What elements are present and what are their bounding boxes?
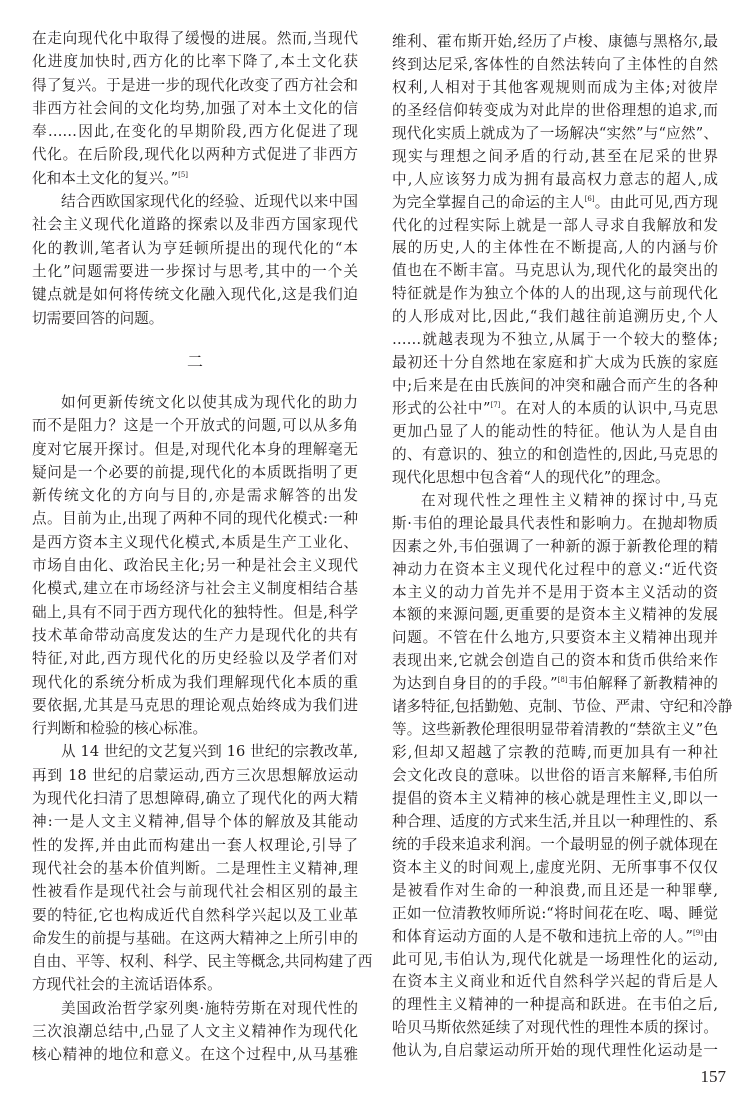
- text-line: 代化的过程实际上就是一部人寻求自我解放和发: [392, 216, 718, 234]
- paragraph: [32, 27, 358, 190]
- text-line: 代化。在后阶段,现代化以两种方式促进了非西方: [32, 146, 358, 164]
- paragraph: [392, 490, 733, 1063]
- text-line: 结合西欧国家现代化的经验、近现代以来中国: [61, 193, 358, 211]
- line-text: 形式的公社中”: [392, 400, 491, 417]
- text-line: 性的发挥,并由此而构建出一套人权理论,引导了: [32, 836, 358, 854]
- text-line: 统的手段来追求利润。一个最明显的例子就体现在: [392, 835, 718, 853]
- line-text: 。在对人的本质的认识中,马克思: [500, 400, 718, 417]
- text-line: 命发生的前提与基础。在这两大精神之上所引申的: [32, 929, 358, 947]
- text-line: 市场自由化、政治民主化;另一种是社会主义现代: [32, 557, 358, 575]
- text-line: 方现代社会的主流话语体系。: [32, 976, 222, 994]
- text-line: 社会主义现代化道路的探索以及非西方国家现代: [32, 216, 358, 234]
- paragraph: [32, 391, 358, 740]
- text-line: 奉……因此,在变化的早期阶段,西方化促进了现: [32, 123, 358, 141]
- text-line: 特征就是作为独立个体的人的出现,这与前现代化: [392, 285, 718, 303]
- text-line: 斯·韦伯的理论最具代表性和影响力。在抛却物质: [392, 514, 718, 532]
- text-line: 此可见,韦伯认为,现代化就是一场理性化的运动,: [392, 950, 718, 968]
- line-text: 。由此可见,西方现: [594, 193, 718, 211]
- paragraph: [32, 190, 358, 330]
- text-line: 中,人应该努力成为拥有最高权力意志的超人,成: [392, 170, 718, 188]
- text-line: 现代社会的基本价值判断。二是理性主义精神,理: [32, 859, 358, 877]
- text-line: 的理性主义精神的一种提高和跃进。在韦伯之后,: [392, 996, 718, 1014]
- text-line: 在走向现代化中取得了缓慢的进展。然而,当现代: [32, 30, 358, 47]
- text-line: 最初还十分自然地在家庭和扩大成为氏族的家庭: [392, 354, 718, 372]
- text-line: 化的教训,笔者认为亨廷顿所提出的现代化的“本: [32, 239, 358, 257]
- text-line: [392, 673, 718, 696]
- text-line: 的、有意识的、独立的和创造性的,因此,马克思的: [392, 445, 718, 463]
- text-line: 再到 18 世纪的启蒙运动,西方三次思想解放运动: [32, 766, 358, 784]
- citation-ref: [8]: [557, 676, 568, 685]
- line-text: 由: [702, 927, 718, 945]
- line-text: 化和本土文化的复兴。”: [32, 169, 179, 187]
- citation-ref: [5]: [178, 170, 189, 179]
- text-line: 彩,但却又超越了宗教的范畴,而更加具有一种社: [392, 744, 718, 762]
- text-line: 神动力在资本主义现代化过程中的意义:“近代资: [392, 560, 718, 578]
- line-text: 和体育运动方面的人是不敬和违抗上帝的人。”: [392, 927, 694, 945]
- text-line: 问题。不管在什么地方,只要资本主义精神出现并: [392, 629, 718, 647]
- text-line: [392, 192, 718, 215]
- citation-ref: [7]: [490, 401, 501, 409]
- text-line: 要依据,尤其是马克思的理论观点始终成为我们进: [32, 696, 358, 714]
- text-line: 土化”问题需要进一步探讨与思考,其中的一个关: [32, 262, 358, 280]
- text-line: 化进度加快时,西方化的比率下降了,本土文化获: [32, 53, 358, 71]
- text-line: 键点就是如何将传统文化融入现代化,这是我们迫: [32, 286, 358, 304]
- text-line: [392, 926, 718, 949]
- text-line: 本主义的动力首先并不是用于资本主义活动的资: [392, 583, 718, 601]
- text-line: 提倡的资本主义精神的核心就是理性主义,即以一: [392, 789, 718, 807]
- text-line: 现代化的系统分析成为我们理解现代化本质的重: [32, 673, 358, 691]
- text-line: 从 14 世纪的文艺复兴到 16 世纪的宗教改革,: [61, 743, 358, 761]
- text-line: 度对它展开探讨。但是,对现代化本身的理解毫无: [32, 440, 358, 458]
- text-line: 如何更新传统文化以使其成为现代化的助力: [61, 394, 358, 411]
- text-line: 现实与理想之间矛盾的行动,甚至在尼采的世界: [392, 147, 718, 165]
- text-line: 点。目前为止,出现了两种不同的现代化模式:一种: [32, 510, 358, 528]
- text-line: 值也在不断丰富。马克思认为,现代化的最突出的: [392, 262, 718, 280]
- text-line: 种合理、适度的方式来生活,并且以一种理性的、系: [392, 812, 718, 830]
- text-line: 的人形成对比,因此,“我们越往前追溯历史,个人: [392, 308, 718, 326]
- text-line: 疑问是一个必要的前提,现代化的本质既指明了更: [32, 463, 358, 481]
- citation-ref: [6]: [584, 194, 595, 203]
- left-column-upper: [32, 27, 358, 330]
- text-line: 他认为,自启蒙运动所开始的现代理性化运动是一: [392, 1042, 718, 1060]
- text-line: 自由、平等、权利、科学、民主等概念,共同构建了西: [32, 953, 373, 971]
- paragraph: [392, 31, 718, 490]
- text-line: 终到达尼采,客体性的自然法转向了主体性的自然: [392, 55, 718, 73]
- text-line: 资本主义的时间观上,虚度光阴、无所事事不仅仅: [392, 858, 718, 876]
- text-line: 更加凸显了人的能动性的特征。他认为人是自由: [392, 422, 718, 440]
- text-line: 化模式,建立在市场经济与社会主义制度相结合基: [32, 580, 358, 598]
- right-column: [392, 31, 733, 1063]
- left-column-lower: [32, 391, 373, 1067]
- line-text: 韦伯解释了新教精神的: [567, 675, 718, 693]
- citation-ref: [9]: [693, 928, 703, 937]
- text-line: 切需要回答的问题。: [32, 309, 164, 327]
- text-line: 础上,具有不同于西方现代化的独特性。但是,科学: [32, 603, 358, 621]
- line-text: 为完全掌握自己的命运的主人: [392, 193, 585, 211]
- line-text: 为达到自身目的的手段。”: [392, 675, 558, 693]
- text-line: 哈贝马斯依然延续了对现代性的理性本质的探讨。: [392, 1019, 718, 1037]
- text-line: 权利,人相对于其他客观规则而成为主体;对彼岸: [392, 78, 718, 96]
- paragraph: [32, 997, 358, 1067]
- text-line: 在资本主义商业和近代自然科学兴起的背后是人: [392, 973, 718, 991]
- text-line: 核心精神的地位和意义。在这个过程中,从马基雅: [32, 1046, 358, 1064]
- text-line: 新传统文化的方向与目的,亦是需求解答的出发: [32, 487, 358, 505]
- text-line: 得了复兴。于是进一步的现代化改变了西方社会和: [32, 76, 358, 94]
- paragraph: [32, 740, 373, 996]
- text-line: 要的特征,它也构成近代自然科学兴起以及工业革: [32, 906, 358, 924]
- text-line: ……就越表现为不独立,从属于一个较大的整体;: [392, 331, 718, 349]
- text-line: 是被看作对生命的一种浪费,而且还是一种罪孽,: [392, 881, 718, 899]
- text-line: 是西方资本主义现代化模式,本质是生产工业化、: [32, 533, 358, 551]
- text-line: 维利、霍布斯开始,经历了卢梭、康德与黑格尔,最: [392, 33, 718, 50]
- text-line: 神:一是人文主义精神,倡导个体的解放及其能动: [32, 813, 358, 831]
- text-line: 现代化思想中包含着“人的现代化”的理念。: [392, 468, 670, 486]
- section-heading: 二: [186, 352, 203, 371]
- text-line: 表现出来,它就会创造自己的资本和货币供给来作: [392, 652, 718, 670]
- text-line: 中;后来是在由氏族间的冲突和融合而产生的各种: [392, 377, 718, 395]
- text-line: 本额的来源问题,更重要的是资本主义精神的发展: [392, 606, 718, 624]
- text-line: 行判断和检验的核心标准。: [32, 720, 208, 738]
- text-line: [32, 167, 358, 190]
- text-line: 在对现代性之理性主义精神的探讨中,马克: [421, 491, 718, 509]
- text-line: 特征,对此,西方现代化的历史经验以及学者们对: [32, 650, 358, 668]
- text-line: 诸多特征,包括勤勉、克制、节俭、严肃、守纪和冷静: [392, 698, 733, 716]
- text-line: 非西方社会间的文化均势,加强了对本土文化的信: [32, 99, 358, 117]
- text-line: 展的历史,人的主体性在不断提高,人的内涵与价: [392, 239, 718, 257]
- text-line: 会文化改良的意味。以世俗的语言来解释,韦伯所: [392, 767, 718, 784]
- text-line: 正如一位清教牧师所说:“将时间花在吃、喝、睡觉: [392, 904, 718, 922]
- text-line: 性被看作是现代社会与前现代社会相区别的最主: [32, 883, 358, 901]
- page-number: 157: [700, 1067, 726, 1086]
- text-line: 等。这些新教伦理很明显带着清教的“禁欲主义”色: [392, 721, 718, 739]
- text-line: 三次浪潮总结中,凸显了人文主义精神作为现代化: [32, 1023, 358, 1041]
- text-line: 因素之外,韦伯强调了一种新的源于新教伦理的精: [392, 537, 718, 555]
- text-line: 而不是阻力？这是一个开放式的问题,可以从多角: [32, 417, 358, 435]
- text-line: 的圣经信仰转变成为对此岸的世俗理想的追求,而: [392, 101, 718, 119]
- text-line: 技术革命带动高度发达的生产力是现代化的共有: [32, 626, 358, 644]
- text-line: 为现代化扫清了思想障碍,确立了现代化的两大精: [32, 790, 358, 808]
- text-line: 现代化实质上就成为了一场解决“实然”与“应然”、: [392, 124, 718, 142]
- text-line: 美国政治哲学家列奥·施特劳斯在对现代性的: [61, 999, 358, 1017]
- text-line: [392, 398, 718, 421]
